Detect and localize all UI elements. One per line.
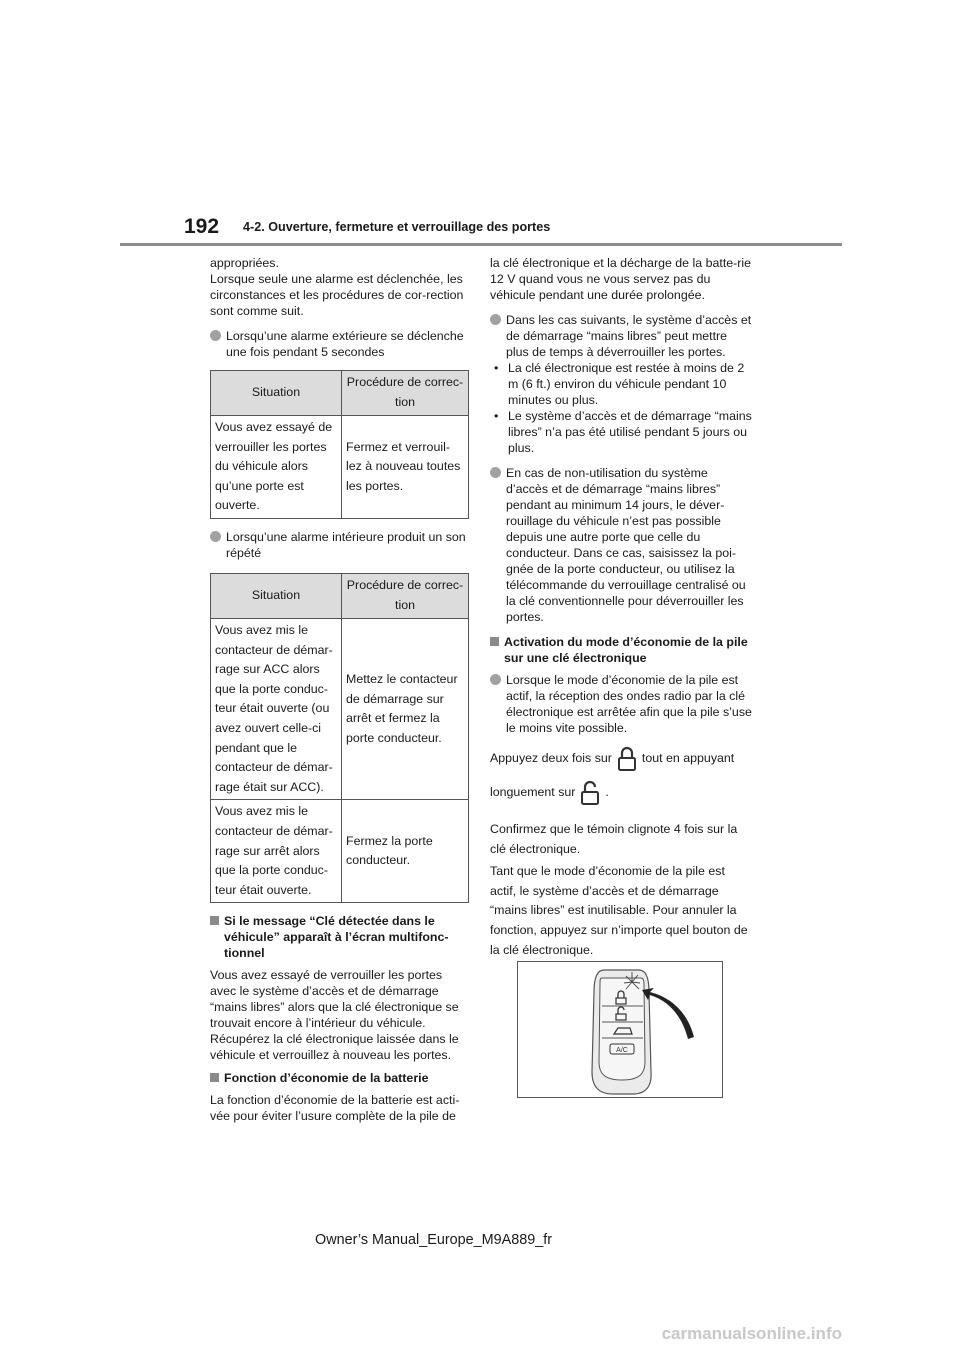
press-instruction: Appuyez deux fois sur tout en appuyant longuement sur .: [490, 742, 752, 810]
battery-saver-text: La fonction d’économie de la batterie est acti-vée pour éviter l’usure complète de la pile de: [210, 1093, 460, 1124]
bullet-dot-icon: [490, 467, 501, 478]
bullet-exterior-alarm: Lorsqu’une alarme extérieure se déclenche une fois pendant 5 secondes: [210, 328, 470, 360]
ac-button-label: A/C: [616, 1047, 628, 1054]
page-number: 192: [184, 215, 220, 238]
table-interior-alarm: [210, 573, 469, 903]
table-row: [211, 618, 469, 799]
cell-situation: Vous avez mis le contacteur de démar-rage sur ACC alors que la porte conduc-teur était ouverte (ou avez ouvert celle-ci pendant que le contacteur de démar-rage était sur ACC).: [211, 618, 342, 799]
intro-continued: appropriées.: [210, 256, 279, 270]
col-situation: Situation: [211, 371, 342, 416]
while-text: Tant que le mode d’économie de la pile est actif, le système d’accès et de démarrage “mains libres” est inutilisable. Pour annuler la fonction, appuyez sur n’importe quel bouton de la clé électronique.: [490, 864, 748, 957]
heading-key-detected: Si le message “Clé détectée dans le véhicule” apparaît à l’écran multifonc-tionnel: [210, 913, 470, 961]
left-column: [210, 255, 470, 1131]
bullet-cases: Dans les cas suivants, le système d’accès et de démarrage “mains libres” peut mettre plus de temps à déverrouiller les portes.: [490, 312, 752, 360]
bullet-nonuse: En cas de non-utilisation du système d’accès et de démarrage “mains libres” pendant au minimum 14 jours, le déver-rouillage du véhicule n’est pas possible depuis une autre porte que celle du conducteur. Dans ce cas, saisissez la poi-gnée de la porte conducteur, ou utilisez la télécommande du verrouillage centralisé ou la clé conventionnelle pour déverrouiller les portes.: [490, 465, 752, 625]
square-bullet-icon: [490, 637, 499, 646]
cell-procedure: Fermez la porte conducteur.: [342, 800, 469, 903]
table-row: [211, 800, 469, 903]
table-row: [211, 416, 469, 519]
confirm-text: Confirmez que le témoin clignote 4 fois sur la clé électronique.: [490, 822, 738, 856]
header-rule: [120, 243, 842, 246]
col-procedure: Procédure de correc-tion: [342, 371, 469, 416]
right-column: [490, 255, 752, 967]
table-header-row: [211, 371, 469, 416]
table-header-row: [211, 573, 469, 618]
bullet-dot-icon: [210, 330, 221, 341]
bullet-interior-alarm: Lorsqu’une alarme intérieure produit un son répété: [210, 529, 470, 561]
bullet-dot-icon: [490, 314, 501, 325]
section-title: 4-2. Ouverture, fermeture et verrouillage des portes: [243, 220, 551, 234]
cell-procedure: Fermez et verrouil-lez à nouveau toutes les portes.: [342, 416, 469, 519]
watermark: carmanualsonline.info: [661, 1324, 842, 1343]
continued-text: la clé électronique et la décharge de la batte-rie 12 V quand vous ne vous servez pas du véhicule pendant une durée prolongée.: [490, 256, 752, 302]
intro-text: Lorsque seule une alarme est déclenchée, les circonstances et les procédures de cor-rection sont comme suit.: [210, 272, 464, 318]
table-exterior-alarm: [210, 370, 469, 519]
col-situation: Situation: [211, 573, 342, 618]
unlock-icon: [579, 780, 601, 806]
lock-icon: [616, 746, 638, 772]
cell-situation: Vous avez essayé de verrouiller les portes du véhicule alors qu’une porte est ouverte.: [211, 416, 342, 519]
heading-battery-saver: Fonction d’économie de la batterie: [210, 1070, 470, 1086]
key-fob-drawing: [518, 962, 722, 1097]
square-bullet-icon: [210, 916, 219, 925]
key-detected-text: Vous avez essayé de verrouiller les portes avec le système d’accès et de démarrage “mains libres” alors que la clé électronique se trouvait encore à l’intérieur du véhicule. Récupérez la clé électronique laissée dans le véhicule et verrouillez à nouveau les portes.: [210, 968, 459, 1063]
cell-procedure: Mettez le contacteur de démarrage sur arrêt et fermez la porte conducteur.: [342, 618, 469, 799]
sub-item: • Le système d’accès et de démarrage “mains libres” n’a pas été utilisé pendant 5 jours ou plus.: [494, 409, 752, 455]
sub-item: • La clé électronique est restée à moins de 2 m (6 ft.) environ du véhicule pendant 10 minutes ou plus.: [494, 361, 745, 407]
cell-situation: Vous avez mis le contacteur de démar-rage sur arrêt alors que la porte conduc-teur était ouverte.: [211, 800, 342, 903]
bullet-mode: Lorsque le mode d’économie de la pile est actif, la réception des ondes radio par la clé électronique est arrêtée afin que la pile s’use le moins vite possible.: [490, 672, 752, 736]
footer-manual-id: Owner’s Manual_Europe_M9A889_fr: [315, 1232, 553, 1248]
heading-activation: Activation du mode d’économie de la pile sur une clé électronique: [490, 634, 752, 666]
key-fob-illustration: [517, 961, 723, 1098]
bullet-dot-icon: [210, 531, 221, 542]
col-procedure: Procédure de correc-tion: [342, 573, 469, 618]
square-bullet-icon: [210, 1073, 219, 1082]
bullet-dot-icon: [490, 674, 501, 685]
